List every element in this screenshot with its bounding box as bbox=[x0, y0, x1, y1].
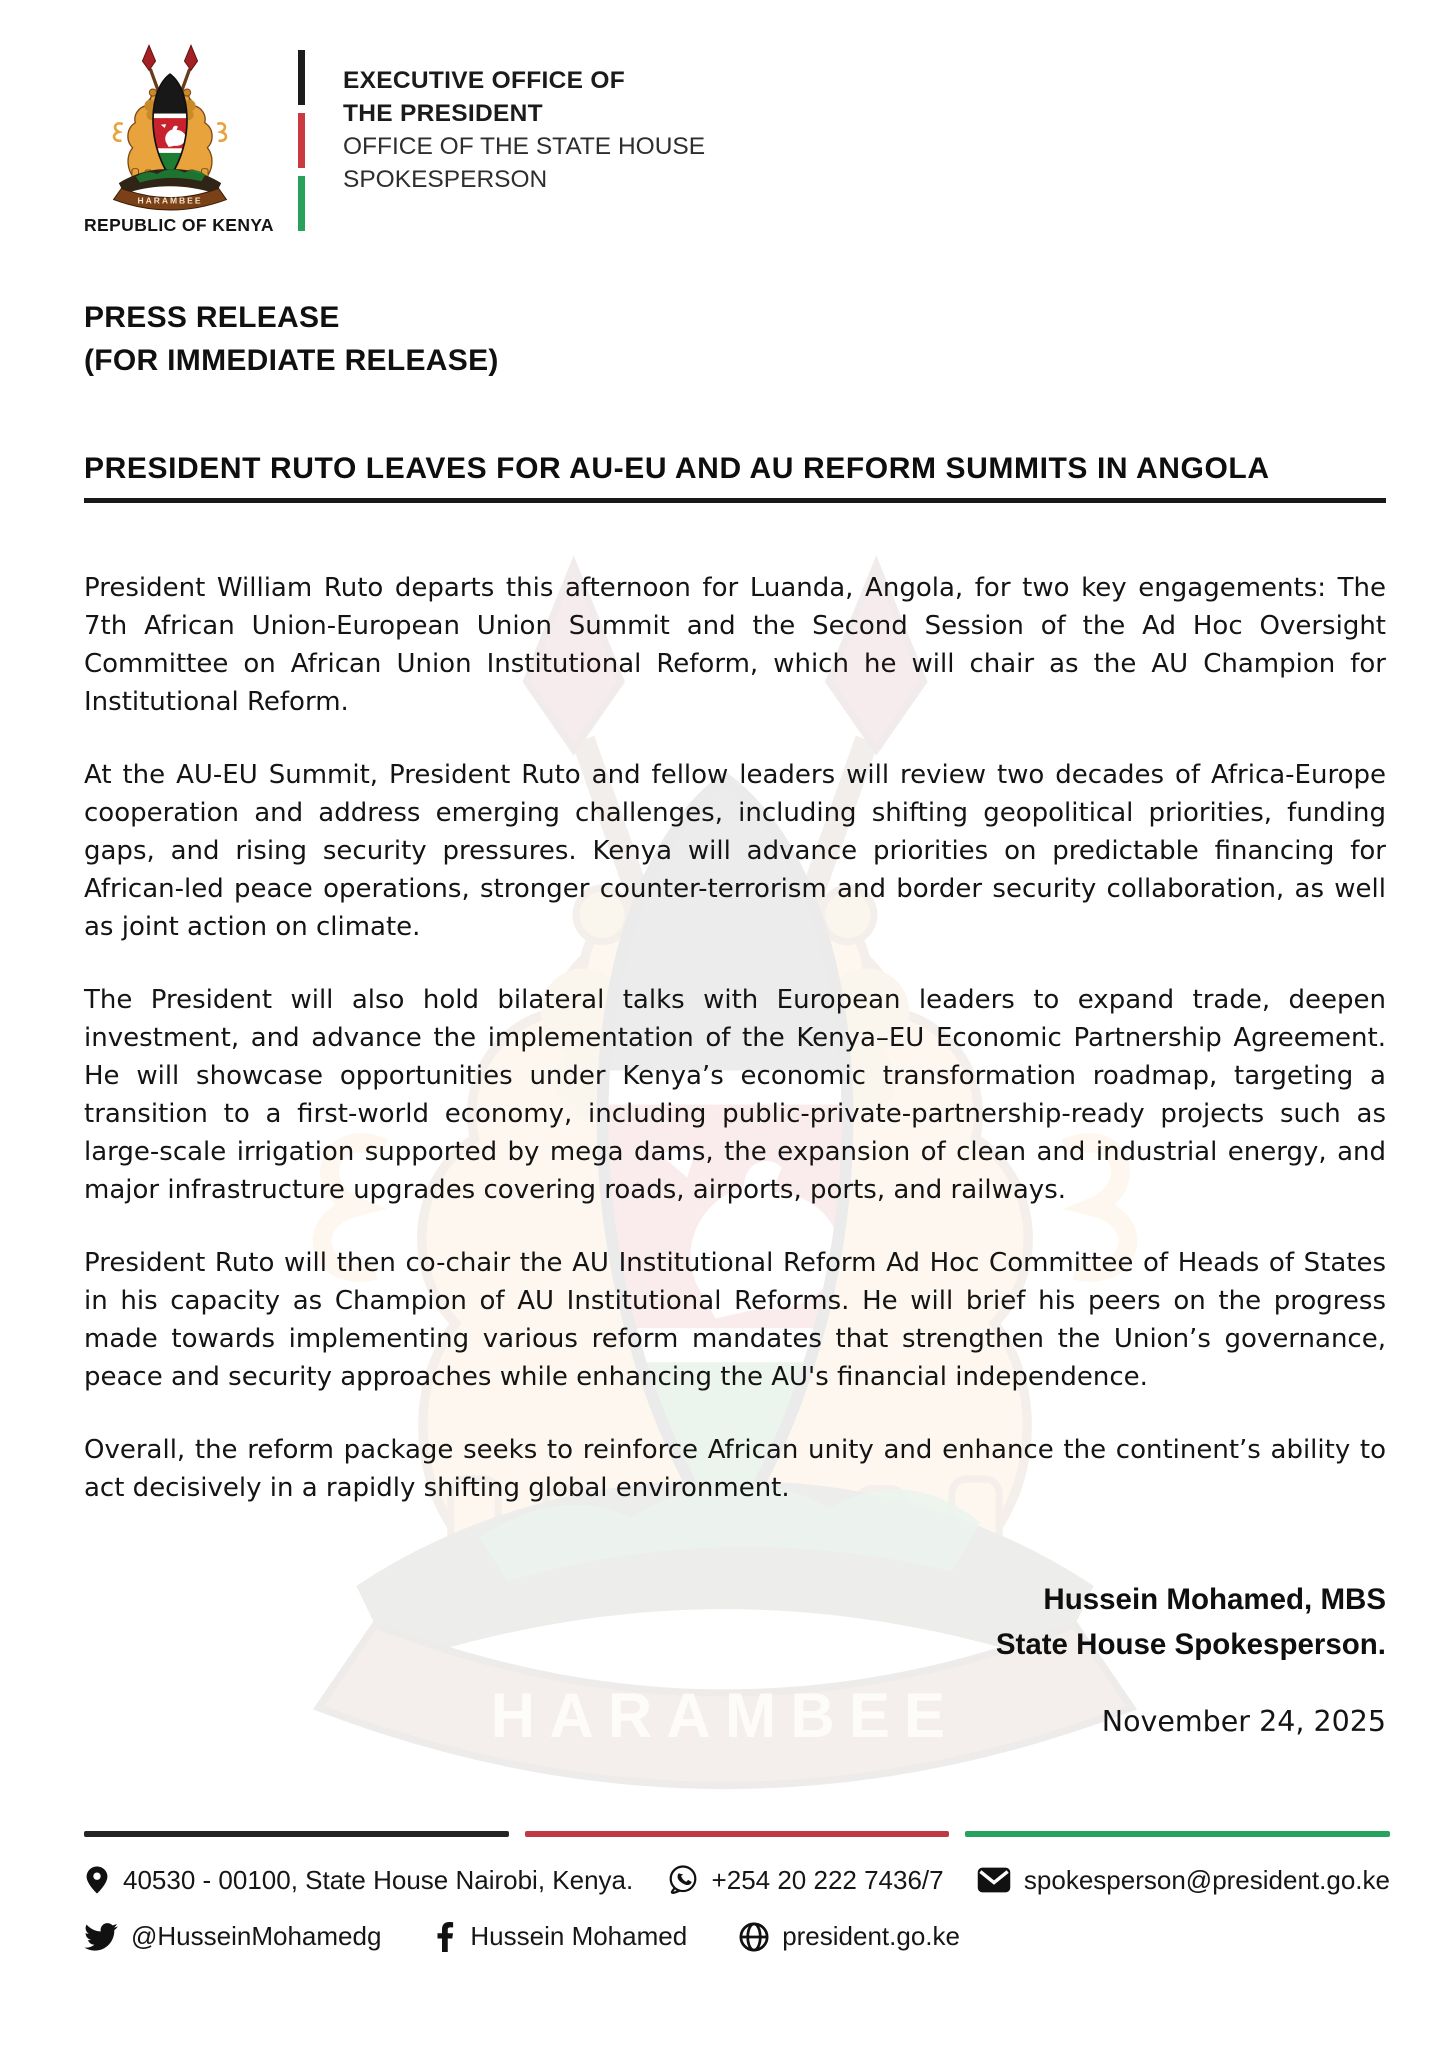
twitter-item[interactable] bbox=[84, 1921, 381, 1952]
paragraph: The President will also hold bilateral talks with European leaders to expand trade, deepen investment, and advance the implementation of the Kenya–EU Economic Partnership Agreement. He will showcase opportunities under Kenya’s economic transformation roadmap, targeting a transition to a first-world economy, including public-private-partnership-ready projects such as large-scale irrigation supported by mega dams, the expansion of clean and industrial energy, and major infrastructure upgrades covering roads, airports, ports, and railways. bbox=[84, 985, 1386, 1205]
location-pin-icon bbox=[84, 1865, 110, 1895]
signatory-title: State House Spokesperson. bbox=[995, 1628, 1386, 1661]
release-label-line1: PRESS RELEASE bbox=[84, 301, 340, 334]
harambee-banner bbox=[114, 188, 227, 210]
signatory-name: Hussein Mohamed, MBS bbox=[1043, 1583, 1386, 1616]
contact-row bbox=[84, 1864, 1390, 1896]
office-title-line1: EXECUTIVE OFFICE OF bbox=[343, 67, 626, 94]
paragraph: Overall, the reform package seeks to reinforce African unity and enhance the continent’s ability to act decisively in a rapidly shifting global environment. bbox=[84, 1435, 1386, 1503]
address-item bbox=[84, 1865, 633, 1896]
release-date: November 24, 2025 bbox=[1101, 1705, 1386, 1738]
website-text[interactable]: president.go.ke bbox=[782, 1921, 960, 1951]
office-subtitle-line1: OFFICE OF THE STATE HOUSE bbox=[343, 133, 706, 160]
twitter-icon bbox=[84, 1923, 118, 1951]
bar-black-segment bbox=[298, 50, 305, 105]
paragraph: At the AU-EU Summit, President Ruto and fellow leaders will review two decades of Africa-Europe cooperation and address emerging challenges, including shifting geopolitical priorities, funding gaps, and rising security pressures. Kenya will advance priorities on predictable financing for African-led peace operations, stronger counter-terrorism and border security collaboration, as well as joint action on climate. bbox=[84, 760, 1386, 942]
address-text: 40530 - 00100, State House Nairobi, Kenya. bbox=[123, 1864, 634, 1895]
twitter-handle[interactable]: @HusseinMohamedg bbox=[131, 1921, 382, 1951]
whatsapp-phone-icon bbox=[667, 1864, 699, 1896]
website-item[interactable] bbox=[739, 1921, 960, 1952]
social-row bbox=[84, 1921, 1390, 1952]
office-title-line2: THE PRESIDENT bbox=[343, 100, 543, 127]
letterhead bbox=[84, 0, 1386, 236]
globe-icon bbox=[739, 1922, 769, 1952]
facebook-name[interactable]: Hussein Mohamed bbox=[470, 1921, 688, 1951]
bar-red-segment bbox=[298, 113, 305, 168]
headline: PRESIDENT RUTO LEAVES FOR AU-EU AND AU REFORM SUMMITS IN ANGOLA bbox=[84, 452, 1386, 503]
svg-text:HARAMBEE: HARAMBEE bbox=[137, 195, 203, 206]
tricolor-bar bbox=[298, 50, 305, 231]
envelope-icon bbox=[977, 1867, 1011, 1893]
phone-item bbox=[667, 1864, 944, 1896]
facebook-icon bbox=[433, 1922, 457, 1952]
coat-of-arms-logo bbox=[84, 44, 274, 236]
office-subtitle-line2: SPOKESPERSON bbox=[343, 166, 548, 193]
kenya-coat-of-arms-icon bbox=[86, 44, 254, 212]
email-text[interactable]: spokesperson@president.go.ke bbox=[1023, 1864, 1390, 1895]
email-item[interactable] bbox=[977, 1865, 1390, 1896]
release-label bbox=[84, 296, 1386, 382]
release-label-line2: (FOR IMMEDIATE RELEASE) bbox=[84, 344, 499, 377]
paragraph: President William Ruto departs this afternoon for Luanda, Angola, for two key engagements: The 7th African Union-European Union Summit and the Second Session of the Ad Hoc Oversight Committee on African Union Institutional Reform, which he will chair as the AU Champion for Institutional Reform. bbox=[84, 573, 1386, 717]
signature-block bbox=[84, 1577, 1386, 1667]
logo-caption: REPUBLIC OF KENYA bbox=[84, 215, 274, 235]
bar-green-segment bbox=[298, 176, 305, 231]
tricolor-divider bbox=[84, 1831, 1390, 1837]
phone-text: +254 20 222 7436/7 bbox=[711, 1864, 944, 1895]
press-release-body bbox=[84, 569, 1386, 1507]
office-title bbox=[343, 64, 705, 196]
divider-red-segment bbox=[525, 1831, 950, 1837]
facebook-item[interactable] bbox=[433, 1921, 687, 1952]
divider-black-segment bbox=[84, 1831, 509, 1837]
paragraph: President Ruto will then co-chair the AU Institutional Reform Ad Hoc Committee of Heads of States in his capacity as Champion of AU Institutional Reforms. He will brief his peers on the progress made towards implementing various reform mandates that strengthen the Union’s governance, peace and security approaches while enhancing the AU's financial independence. bbox=[84, 1248, 1386, 1392]
divider-green-segment bbox=[965, 1831, 1390, 1837]
page-footer bbox=[84, 1831, 1390, 1952]
